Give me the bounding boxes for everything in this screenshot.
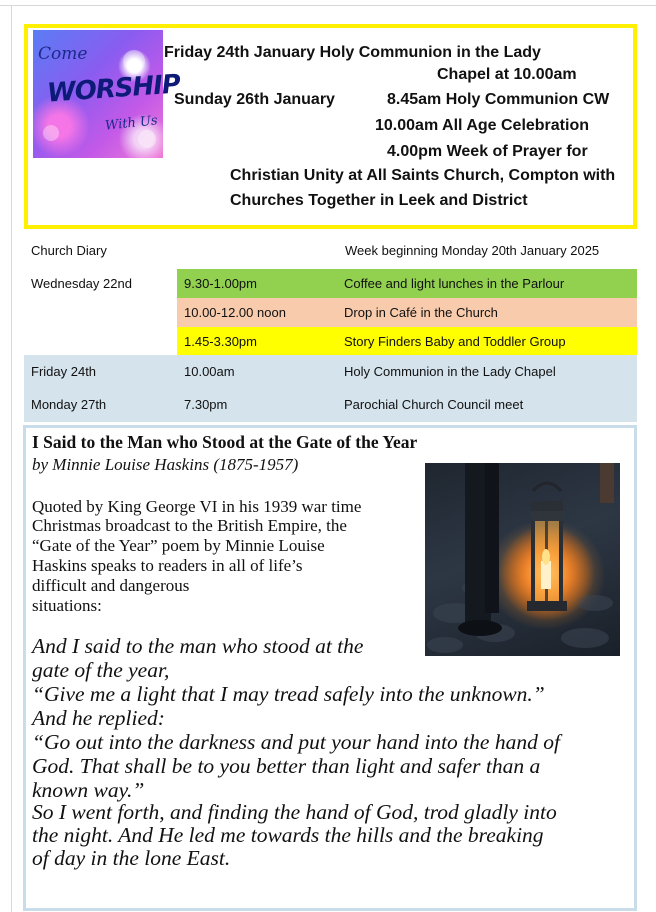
diary-week: Week beginning Monday 20th January 2025 bbox=[345, 243, 600, 258]
poem-byline: by Minnie Louise Haskins (1875-1957) bbox=[32, 455, 299, 474]
bokeh-light bbox=[138, 130, 156, 148]
bokeh-light bbox=[43, 125, 59, 141]
notice-line: Churches Together in Leek and District bbox=[230, 192, 528, 209]
page-edge bbox=[0, 5, 656, 6]
verse-line: So I went forth, and finding the hand of God, trod gladly into bbox=[32, 800, 557, 824]
verse-line: of day in the lone East. bbox=[32, 846, 231, 870]
notice-line: Chapel at 10.00am bbox=[437, 66, 577, 83]
verse-line: And he replied: bbox=[32, 706, 165, 730]
notice-line: 8.45am Holy Communion CW bbox=[387, 91, 610, 108]
lantern-image bbox=[425, 463, 620, 656]
poem-title: I Said to the Man who Stood at the Gate of the Year bbox=[32, 432, 418, 452]
diary-event: Story Finders Baby and Toddler Group bbox=[337, 327, 637, 355]
diary-time: 10.00am bbox=[177, 355, 337, 387]
verse-line: “Give me a light that I may tread safely into the unknown.” bbox=[32, 682, 545, 706]
intro-line: Haskins speaks to readers in all of life’s bbox=[32, 556, 303, 575]
verse-line: known way.” bbox=[32, 778, 145, 802]
diary-day: Monday 27th bbox=[24, 387, 177, 422]
lantern-photo bbox=[425, 463, 620, 656]
notice-line: Friday 24th January Holy Communion in the Lady bbox=[164, 44, 541, 61]
verse-line: And I said to the man who stood at the bbox=[32, 634, 364, 658]
intro-line: difficult and dangerous bbox=[32, 576, 190, 595]
diary-day: Wednesday 22nd bbox=[31, 276, 132, 291]
diary-title: Church Diary bbox=[31, 243, 107, 258]
page-edge bbox=[11, 5, 12, 912]
verse-line: God. That shall be to you better than light and safer than a bbox=[32, 754, 541, 778]
intro-line: Quoted by King George VI in his 1939 war time bbox=[32, 497, 362, 516]
diary-time: 7.30pm bbox=[177, 387, 337, 422]
diary-time: 10.00-12.00 noon bbox=[177, 298, 337, 327]
diary-day: Friday 24th bbox=[24, 355, 177, 387]
come-worship-logo bbox=[33, 30, 181, 158]
logo-word-worship: WORSHIP bbox=[46, 69, 181, 109]
verse-line: “Go out into the darkness and put your hand into the hand of bbox=[32, 730, 560, 754]
diary-time: 1.45-3.30pm bbox=[177, 327, 337, 355]
diary-event: Coffee and light lunches in the Parlour bbox=[337, 269, 637, 298]
diary-event: Parochial Church Council meet bbox=[337, 387, 637, 422]
diary-event: Holy Communion in the Lady Chapel bbox=[337, 355, 637, 387]
verse-line: the night. And He led me towards the hills and the breaking bbox=[32, 823, 544, 847]
intro-line: situations: bbox=[32, 596, 102, 615]
notice-line: Christian Unity at All Saints Church, Compton with bbox=[230, 167, 616, 184]
verse-line: gate of the year, bbox=[32, 658, 170, 682]
diary-time: 9.30-1.00pm bbox=[177, 269, 337, 298]
diary-event: Drop in Café in the Church bbox=[337, 298, 637, 327]
logo-word-come: Come bbox=[38, 44, 88, 64]
notice-line: 4.00pm Week of Prayer for bbox=[387, 143, 588, 160]
notice-line: Sunday 26th January bbox=[174, 91, 335, 108]
logo-word-with-us: With Us bbox=[104, 113, 159, 134]
intro-line: Christmas broadcast to the British Empire, the bbox=[32, 516, 347, 535]
bokeh-light bbox=[123, 50, 145, 72]
intro-line: “Gate of the Year” poem by Minnie Louise bbox=[32, 536, 325, 555]
notice-line: 10.00am All Age Celebration bbox=[375, 117, 589, 134]
